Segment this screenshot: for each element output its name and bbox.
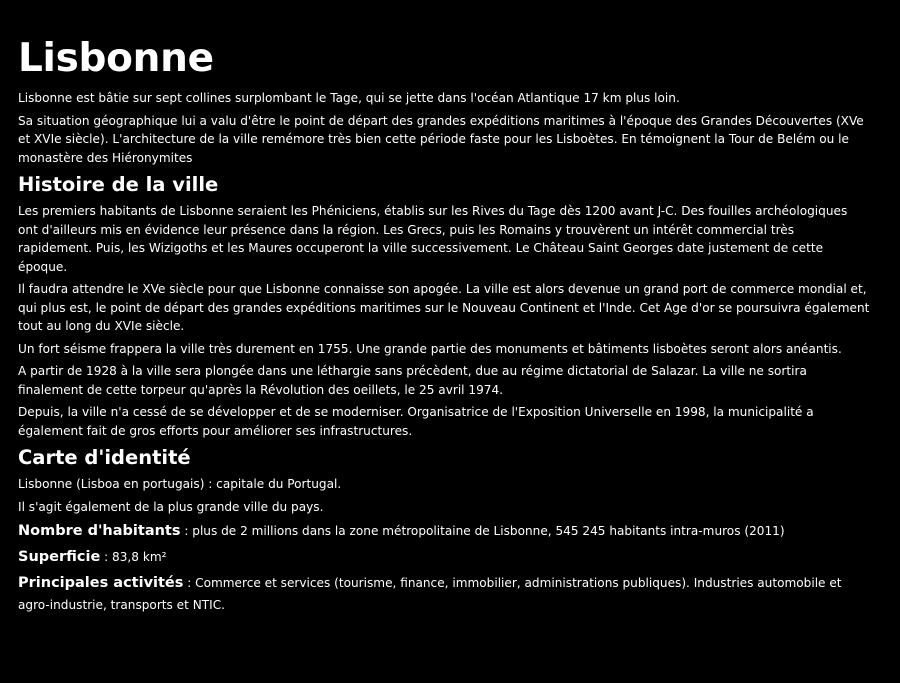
fact-area <box>18 546 870 568</box>
history-section <box>18 173 870 440</box>
fact-value: : plus de 2 millions dans la zone métropolitaine de Lisbonne, 545 245 habitants intra-muros (2011) <box>180 524 785 538</box>
identity-line: Il s'agit également de la plus grande ville du pays. <box>18 499 324 514</box>
history-paragraph: Les premiers habitants de Lisbonne seraient les Phéniciens, établis sur les Rives du Tage dès 1200 avant J-C. Des fouilles archéologiques ont d'ailleurs mis en évidence leur présence dans la région. Les Grecs, puis les Romains y trouvèrent un intérêt commercial très rapidement. Puis, les Wizigoths et les Maures occuperont la ville successivement. Le Château Saint Georges date justement de cette époque. <box>18 204 848 274</box>
intro-paragraph: Sa situation géographique lui a valu d'être le point de départ des grandes expéditions maritimes à l'époque des Grandes Découvertes (XVe et XVIe siècle). L'architecture de la ville remémore très bien cette période faste pour les Lisboètes. En témoignent la Tour de Belém ou le monastère des Hiéronymites <box>18 113 864 165</box>
fact-population <box>18 520 870 542</box>
history-paragraph: Depuis, la ville n'a cessé de se développer et de se moderniser. Organisatrice de l'Exposition Universelle en 1998, la municipalité a également fait de gros efforts pour améliorer ses infrastructures. <box>18 405 814 438</box>
fact-term: Principales activités <box>18 575 184 591</box>
fact-activities <box>18 572 870 616</box>
page-title: Lisbonne <box>18 36 214 81</box>
fact-term: Nombre d'habitants <box>18 523 181 539</box>
identity-heading: Carte d'identité <box>18 446 191 469</box>
fact-term: Superficie <box>18 549 101 565</box>
identity-section <box>18 446 870 616</box>
fact-value: : Commerce et services (tourisme, finance, immobilier, administrations publiques). Industries automobile et agro-industrie, transports et NTIC. <box>18 576 842 612</box>
history-paragraph: A partir de 1928 à la ville sera plongée dans une léthargie sans précèdent, due au régime dictatorial de Salazar. La ville ne sortira finalement de cette torpeur qu'après la Révolution des oeillets, le 25 avril 1974. <box>18 364 807 397</box>
fact-value: : 83,8 km² <box>100 550 167 564</box>
intro-paragraph: Lisbonne est bâtie sur sept collines surplombant le Tage, qui se jette dans l'océan Atlantique 17 km plus loin. <box>18 91 680 105</box>
identity-line: Lisbonne (Lisboa en portugais) : capitale du Portugal. <box>18 477 342 491</box>
history-heading: Histoire de la ville <box>18 173 219 196</box>
history-paragraph: Il faudra attendre le XVe siècle pour que Lisbonne connaisse son apogée. La ville est alors devenue un grand port de commerce mondial et, qui plus est, le point de départ des grandes expéditions maritimes sur le Nouveau Continent et l'Inde. Cet Age d'or se poursuivra également tout au long du XVIe siècle. <box>18 282 870 333</box>
intro-section <box>18 89 870 167</box>
history-paragraph: Un fort séisme frappera la ville très durement en 1755. Une grande partie des monuments et bâtiments lisboètes seront alors anéantis. <box>18 341 842 356</box>
